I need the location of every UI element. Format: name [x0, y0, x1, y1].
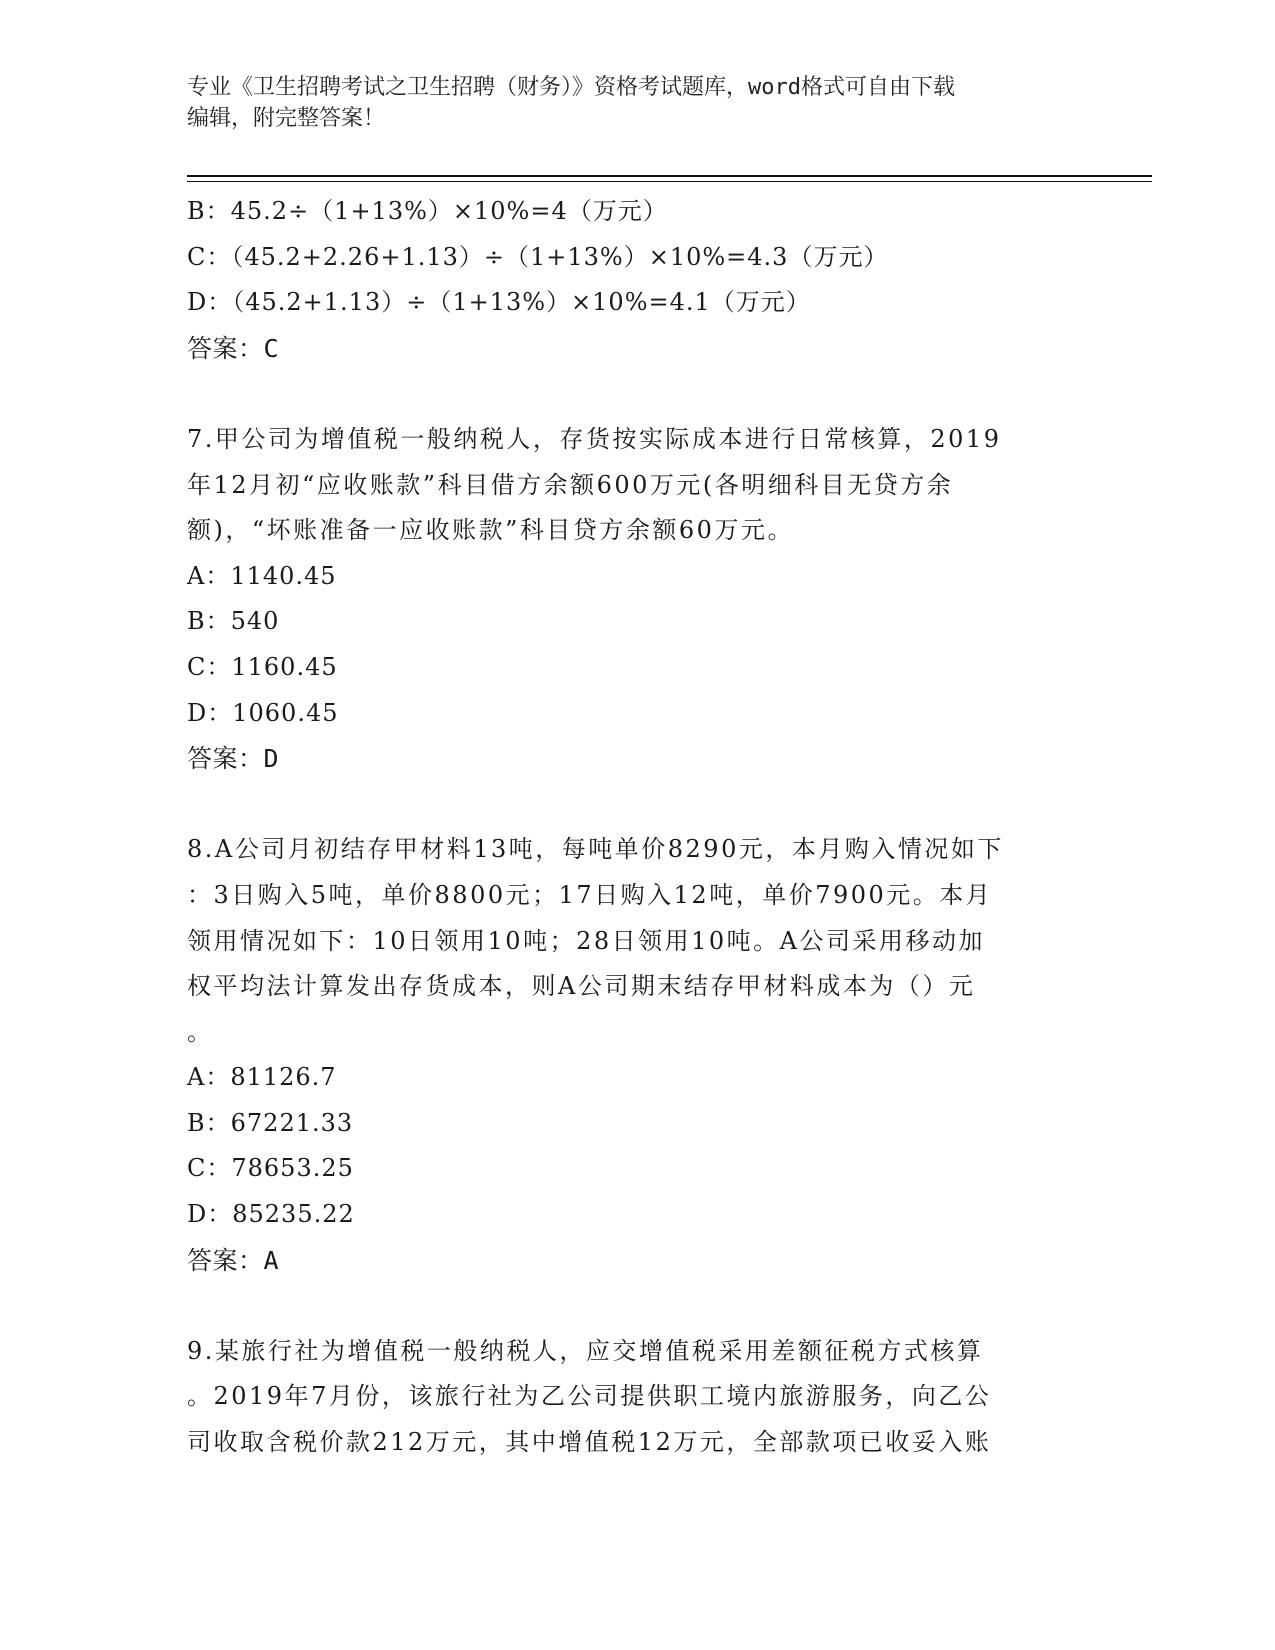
question-stem-line: 9.某旅行社为增值税一般纳税人，应交增值税采用差额征税方式核算 — [187, 1336, 984, 1365]
header-line-2: 编辑，附完整答案！ — [187, 106, 386, 131]
question-9 — [187, 1329, 1087, 1466]
option-d: D：85235.22 — [187, 1200, 355, 1229]
header-line-1: 专业《卫生招聘考试之卫生招聘（财务）》资格考试题库，word格式可自由下载 — [187, 75, 955, 100]
spacer — [187, 782, 1087, 828]
option-a: A：81126.7 — [187, 1063, 337, 1092]
question-7 — [187, 417, 1087, 782]
question-stem-line: 。 — [187, 1017, 214, 1046]
question-stem-line: ：3日购入5吨，单价8800元；17日购入12吨，单价7900元。本月 — [187, 880, 993, 909]
question-stem-line: 权平均法计算发出存货成本，则A公司期末结存甲材料成本为（）元 — [187, 972, 976, 1001]
question-stem-line: 8.A公司月初结存甲材料13吨，每吨单价8290元，本月购入情况如下 — [187, 835, 1004, 864]
answer-line: 答案：A — [187, 1245, 280, 1275]
question-stem-line: 年12月初“应收账款”科目借方余额600万元(各明细科目无贷方余 — [187, 470, 954, 499]
answer-line: 答案：C — [187, 333, 280, 363]
question-stem-line: 司收取含税价款212万元，其中增值税12万元，全部款项已收妥入账 — [187, 1428, 992, 1457]
question-stem-line: 7.甲公司为增值税一般纳税人，存货按实际成本进行日常核算，2019 — [187, 424, 1002, 453]
option-a: A：1140.45 — [187, 561, 337, 590]
question-6 — [187, 189, 1087, 371]
spacer — [187, 371, 1087, 417]
option-c: C：（45.2+2.26+1.13）÷（1+13%）×10%=4.3（万元） — [187, 242, 889, 271]
option-c: C：78653.25 — [187, 1154, 354, 1183]
header-divider-thick — [187, 175, 1152, 177]
option-b: B：67221.33 — [187, 1108, 354, 1137]
answer-line: 答案：D — [187, 744, 280, 774]
question-content — [187, 189, 1087, 1466]
question-8 — [187, 827, 1087, 1283]
option-c: C：1160.45 — [187, 652, 338, 681]
option-b: B：540 — [187, 607, 280, 636]
option-b: B：45.2÷（1+13%）×10%=4（万元） — [187, 197, 668, 225]
header-divider-thin — [187, 181, 1152, 182]
question-stem-line: 领用情况如下：10日领用10吨；28日领用10吨。A公司采用移动加 — [187, 926, 985, 955]
spacer — [187, 1283, 1087, 1329]
document-header — [187, 72, 1087, 134]
option-d: D：1060.45 — [187, 698, 339, 727]
option-d: D：（45.2+1.13）÷（1+13%）×10%=4.1（万元） — [187, 288, 811, 317]
question-stem-line: 。2019年7月份，该旅行社为乙公司提供职工境内旅游服务，向乙公 — [187, 1382, 992, 1411]
question-stem-line: 额)，“坏账准备一应收账款”科目贷方余额60万元。 — [187, 516, 794, 545]
